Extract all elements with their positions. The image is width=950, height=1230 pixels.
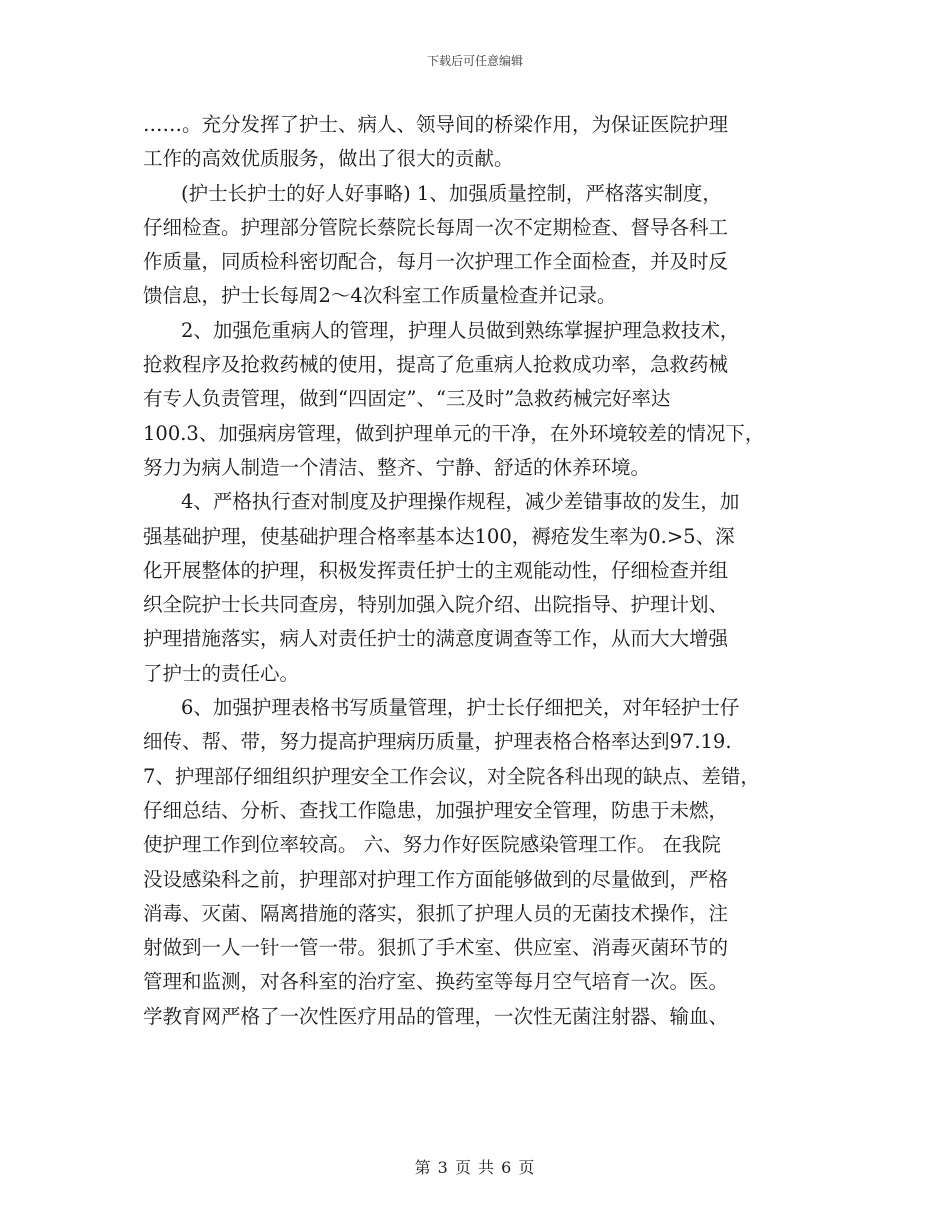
text-line: 学教育网严格了一次性医疗用品的管理，一次性无菌注射器、输血、: [143, 1004, 729, 1028]
text-line: 织全院护士长共同查房，特别加强入院介绍、出院指导、护理计划、: [143, 593, 729, 617]
text-line: ……。充分发挥了护士、病人、领导间的桥梁作用，为保证医院护理: [143, 113, 729, 136]
text-line: 没设感染科之前，护理部对护理工作方面能够做到的尽量做到，严格: [143, 867, 729, 891]
text-line: 了护士的责任心。: [143, 661, 300, 685]
text-line: 强基础护理，使基础护理合格率基本达100，褥疮发生率为0.>5、深: [143, 524, 735, 548]
text-line: 射做到一人一针一管一带。狠抓了手术室、供应室、消毒灭菌环节的: [143, 936, 729, 960]
text-line: 努力为病人制造一个清洁、整齐、宁静、舒适的休养环境。: [143, 455, 651, 479]
text-line: 化开展整体的护理，积极发挥责任护士的主观能动性，仔细检查并组: [143, 558, 729, 582]
text-line: 有专人负责管理，做到“四固定”、“三及时”急救药械完好率达: [143, 387, 671, 411]
body-text: [143, 108, 823, 1034]
text-line: 7、护理部仔细组织护理安全工作会议，对全院各科出现的缺点、差错，: [143, 764, 760, 788]
paragraph-start-line: 2、加强危重病人的管理，护理人员做到熟练掌握护理急救技术，: [181, 318, 740, 342]
paragraph-start-line: 6、加强护理表格书写质量管理，护士长仔细把关，对年轻护士仔: [181, 696, 740, 720]
text-line: 消毒、灭菌、隔离措施的落实，狠抓了护理人员的无菌技术操作，注: [143, 901, 729, 925]
paragraph-start-line: 4、严格执行查对制度及护理操作规程，减少差错事故的发生，加: [181, 490, 740, 514]
text-line: 细传、帮、带，努力提高护理病历质量，护理表格合格率达到97.19.: [143, 730, 732, 754]
page-header: 下载后可任意编辑: [426, 54, 523, 68]
text-line: 工作的高效优质服务，做出了很大的贡献。: [143, 147, 514, 171]
text-line: 管理和监测，对各科室的治疗室、换药室等每月空气培育一次。医。: [143, 970, 729, 994]
page-number-footer: 第 3 页 共 6 页: [414, 1158, 536, 1177]
text-line: 仔细总结、分析、查找工作隐患，加强护理安全管理，防患于未燃，: [143, 798, 729, 822]
paragraph-start-line: (护士长护士的好人好事略) 1、加强质量控制，严格落实制度，: [181, 181, 722, 205]
text-line: 作质量，同质检科密切配合，每月一次护理工作全面检查，并及时反: [143, 250, 729, 274]
text-line: 护理措施落实，病人对责任护士的满意度调查等工作，从而大大增强: [143, 627, 729, 651]
text-line: 抢救程序及抢救药械的使用，提高了危重病人抢救成功率，急救药械: [143, 353, 729, 377]
text-line: 使护理工作到位率较高。 六、努力作好医院感染管理工作。 在我院: [143, 833, 721, 857]
text-line: 100.3、加强病房管理，做到护理单元的干净，在外环境较差的情况下，: [143, 421, 765, 445]
text-line: 仔细检查。护理部分管院长蔡院长每周一次不定期检查、督导各科工: [143, 215, 729, 239]
text-line: 馈信息，护士长每周2～4次科室工作质量检查并记录。: [143, 284, 617, 308]
